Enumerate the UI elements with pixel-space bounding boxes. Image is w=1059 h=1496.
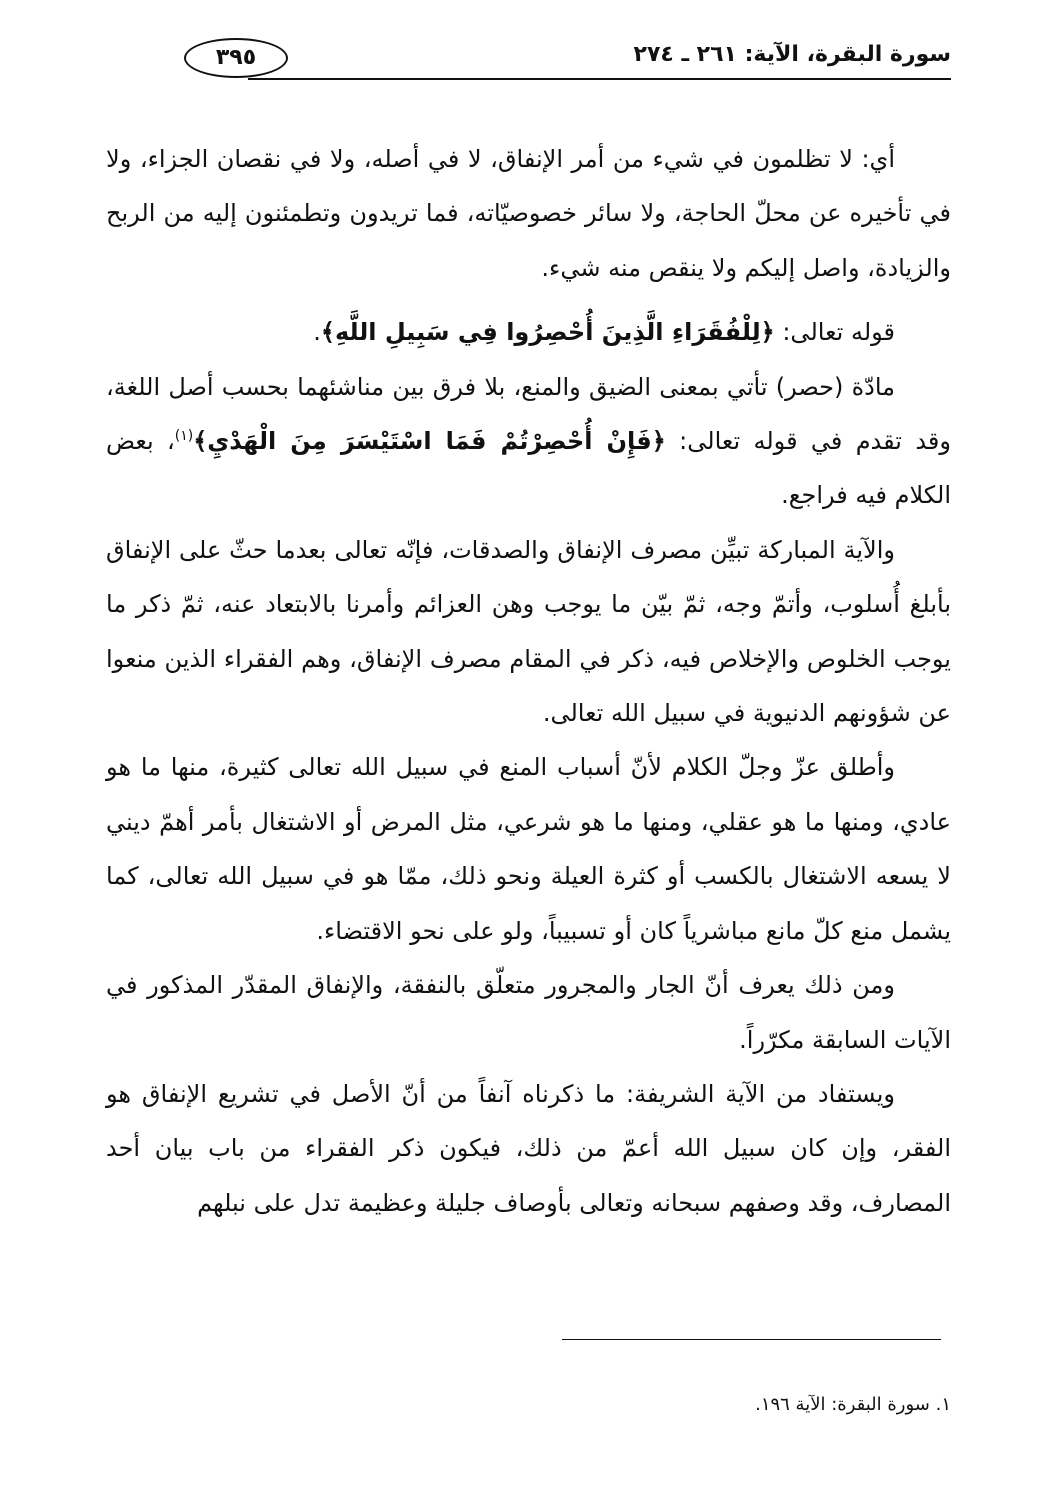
verse-heading (106, 305, 951, 359)
verse-suffix: . (313, 318, 321, 347)
quran-verse: ﴿فَإِنْ أُحْصِرْتُمْ فَمَا اسْتَيْسَرَ مِنَ الْهَدْيِ﴾ (193, 427, 666, 456)
paragraph-text: ، بعض الكلام فيه فراجع. (106, 427, 951, 510)
body-text (106, 132, 951, 1230)
header-rule (248, 78, 951, 80)
footnote: ١. سورة البقرة: الآية ١٩٦. (755, 1394, 951, 1415)
page-header (108, 38, 951, 78)
paragraph-text: مادّة (حصر) تأتي بمعنى الضيق والمنع، بلا فرق بين مناشئهما بحسب أصل اللغة، وقد تقدم في قوله تعالى: (106, 372, 951, 456)
paragraph: وأطلق عزّ وجلّ الكلام لأنّ أسباب المنع في سبيل الله تعالى كثيرة، منها ما هو عادي، ومنها ما هو عقلي، ومنها ما هو شرعي، مثل المرض أو الاشتغال بأمر أهمّ ديني لا يسعه الاشتغال بالكسب أو كثرة العيلة ونحو ذلك، ممّا هو في سبيل الله تعالى، كما يشمل منع كلّ مانع مباشرياً كان أو تسبيباً، ولو على نحو الاقتضاء. (106, 753, 951, 945)
quran-verse: ﴿لِلْفُقَرَاءِ الَّذِينَ أُحْصِرُوا فِي سَبِيلِ اللَّهِ﴾ (320, 318, 775, 347)
paragraph: ومن ذلك يعرف أنّ الجار والمجرور متعلّق بالنفقة، والإنفاق المقدّر المذكور في الآيات السابقة مكرّراً. (106, 971, 951, 1054)
footnote-rule (562, 1339, 941, 1340)
page-number: ٣٩٥ (184, 38, 288, 78)
running-title: سورة البقرة، الآية: ٢٦١ ـ ٢٧٤ (633, 42, 951, 67)
footnote-reference[interactable]: (١) (174, 428, 194, 445)
paragraph: ويستفاد من الآية الشريفة: ما ذكرناه آنفاً من أنّ الأصل في تشريع الإنفاق هو الفقر، وإن كان سبيل الله أعمّ من ذلك، فيكون ذكر الفقراء من باب بيان أحد المصارف، وقد وصفهم سبحانه وتعالى بأوصاف جليلة وعظيمة تدل على نبلهم (106, 1079, 951, 1217)
verse-prefix: قوله تعالى: (774, 318, 895, 347)
paragraph: والآية المباركة تبيِّن مصرف الإنفاق والصدقات، فإنّه تعالى بعدما حثّ على الإنفاق بأبلغ أُسلوب، وأتمّ وجه، ثمّ بيّن ما يوجب وهن العزائم وأمرنا بالابتعاد عنه، ثمّ ذكر ما يوجب الخلوص والإخلاص فيه، ذكر في المقام مصرف الإنفاق، وهم الفقراء الذين منعوا عن شؤونهم الدنيوية في سبيل الله تعالى. (106, 535, 951, 728)
paragraph: أي: لا تظلمون في شيء من أمر الإنفاق، لا في أصله، ولا في نقصان الجزاء، ولا في تأخيره عن محلّ الحاجة، ولا سائر خصوصيّاته، فما تريدون وتطمئنون إليه من الربح والزيادة، واصل إليكم ولا ينقص منه شيء. (106, 145, 951, 282)
paragraph (106, 360, 951, 523)
